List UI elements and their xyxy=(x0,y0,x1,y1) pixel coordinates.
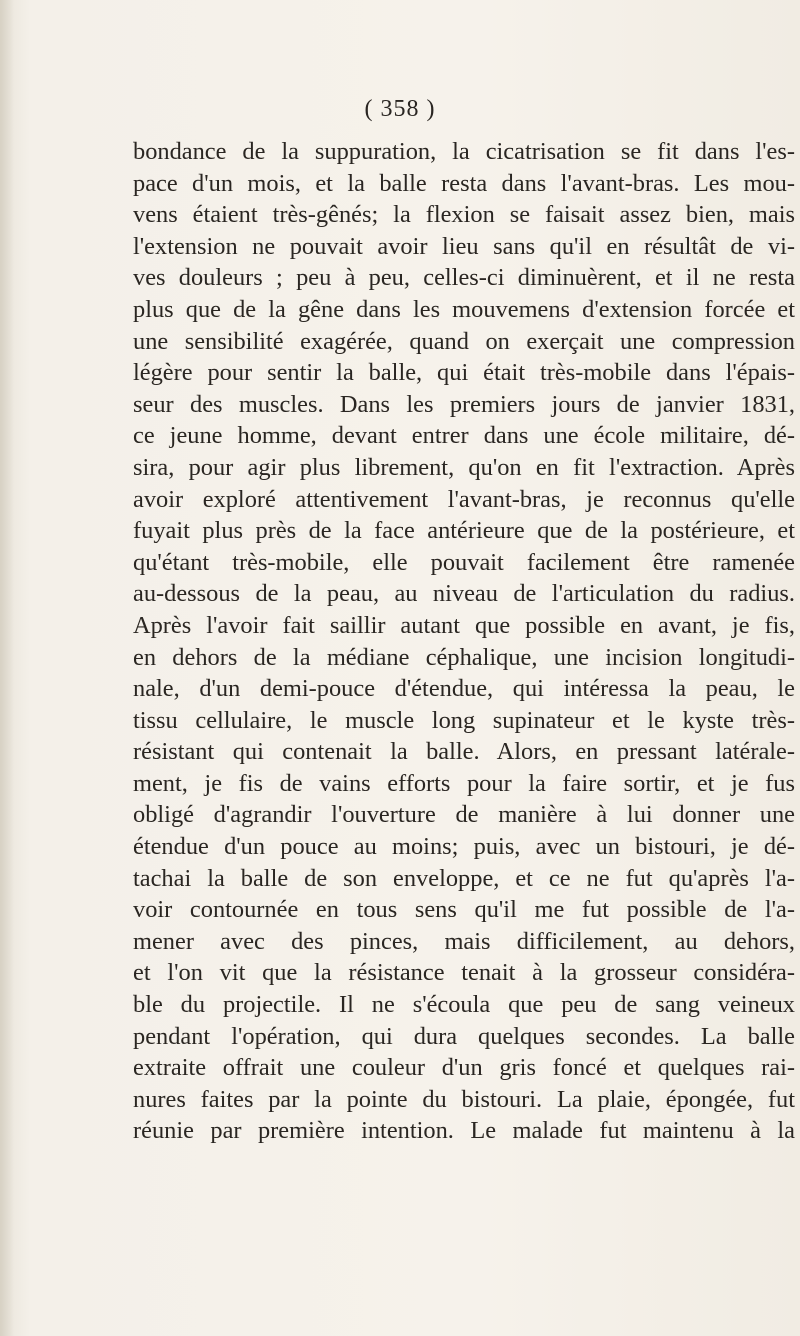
text-line: obligé d'agrandir l'ouverture de manière à lui donner une xyxy=(133,801,795,829)
text-line: vens étaient très-gênés; la flexion se faisait assez bien, mais xyxy=(133,201,795,229)
text-line: et l'on vit que la résistance tenait à la grosseur considéra- xyxy=(133,959,795,987)
text-line: nale, d'un demi-pouce d'étendue, qui intéressa la peau, le xyxy=(133,675,795,703)
text-line: mener avec des pinces, mais difficilement, au dehors, xyxy=(133,927,795,955)
text-line: tachai la balle de son enveloppe, et ce ne fut qu'après l'a- xyxy=(133,864,795,892)
text-line: bondance de la suppuration, la cicatrisation se fit dans l'es- xyxy=(133,138,795,165)
text-line: en dehors de la médiane céphalique, une incision longitudi- xyxy=(133,643,795,671)
text-line: ble du projectile. Il ne s'écoula que peu de sang veineux xyxy=(133,991,795,1019)
text-line: plus que de la gêne dans les mouvemens d'extension forcée et xyxy=(133,295,795,323)
text-line: pendant l'opération, qui dura quelques secondes. La balle xyxy=(133,1022,795,1050)
text-line: ce jeune homme, devant entrer dans une école militaire, dé- xyxy=(133,422,795,450)
text-line: tissu cellulaire, le muscle long supinateur et le kyste très- xyxy=(133,706,795,734)
text-line: pace d'un mois, et la balle resta dans l'avant-bras. Les mou- xyxy=(133,169,795,197)
text-line: résistant qui contenait la balle. Alors, en pressant latérale- xyxy=(133,738,795,766)
text-line: avoir exploré attentivement l'avant-bras, je reconnus qu'elle xyxy=(133,485,795,513)
text-line: ment, je fis de vains efforts pour la faire sortir, et je fus xyxy=(133,769,795,797)
text-line: nures faites par la pointe du bistouri. La plaie, épongée, fut xyxy=(133,1085,795,1113)
text-line: réunie par première intention. Le malade fut maintenu à la xyxy=(133,1117,795,1145)
text-line: Après l'avoir fait saillir autant que possible en avant, je fis, xyxy=(133,611,795,639)
body-text xyxy=(133,136,795,1147)
text-line: au-dessous de la peau, au niveau de l'articulation du radius. xyxy=(133,580,795,608)
text-line: ves douleurs ; peu à peu, celles-ci diminuèrent, et il ne resta xyxy=(133,264,795,292)
text-line: qu'étant très-mobile, elle pouvait facilement être ramenée xyxy=(133,548,795,576)
page-number: ( 358 ) xyxy=(364,96,436,122)
text-line: l'extension ne pouvait avoir lieu sans qu'il en résultât de vi- xyxy=(133,232,795,260)
page-binding-edge xyxy=(0,0,14,1336)
text-line: extraite offrait une couleur d'un gris foncé et quelques rai- xyxy=(133,1054,795,1082)
text-line: étendue d'un pouce au moins; puis, avec un bistouri, je dé- xyxy=(133,833,795,861)
text-line: une sensibilité exagérée, quand on exerçait une compression xyxy=(133,327,795,355)
text-line: légère pour sentir la balle, qui était très-mobile dans l'épais- xyxy=(133,359,795,387)
text-line: sira, pour agir plus librement, qu'on en fit l'extraction. Après xyxy=(133,453,795,481)
text-line: fuyait plus près de la face antérieure que de la postérieure, et xyxy=(133,517,795,545)
text-line: seur des muscles. Dans les premiers jours de janvier 1831, xyxy=(133,390,795,418)
text-line: voir contournée en tous sens qu'il me fut possible de l'a- xyxy=(133,896,795,924)
